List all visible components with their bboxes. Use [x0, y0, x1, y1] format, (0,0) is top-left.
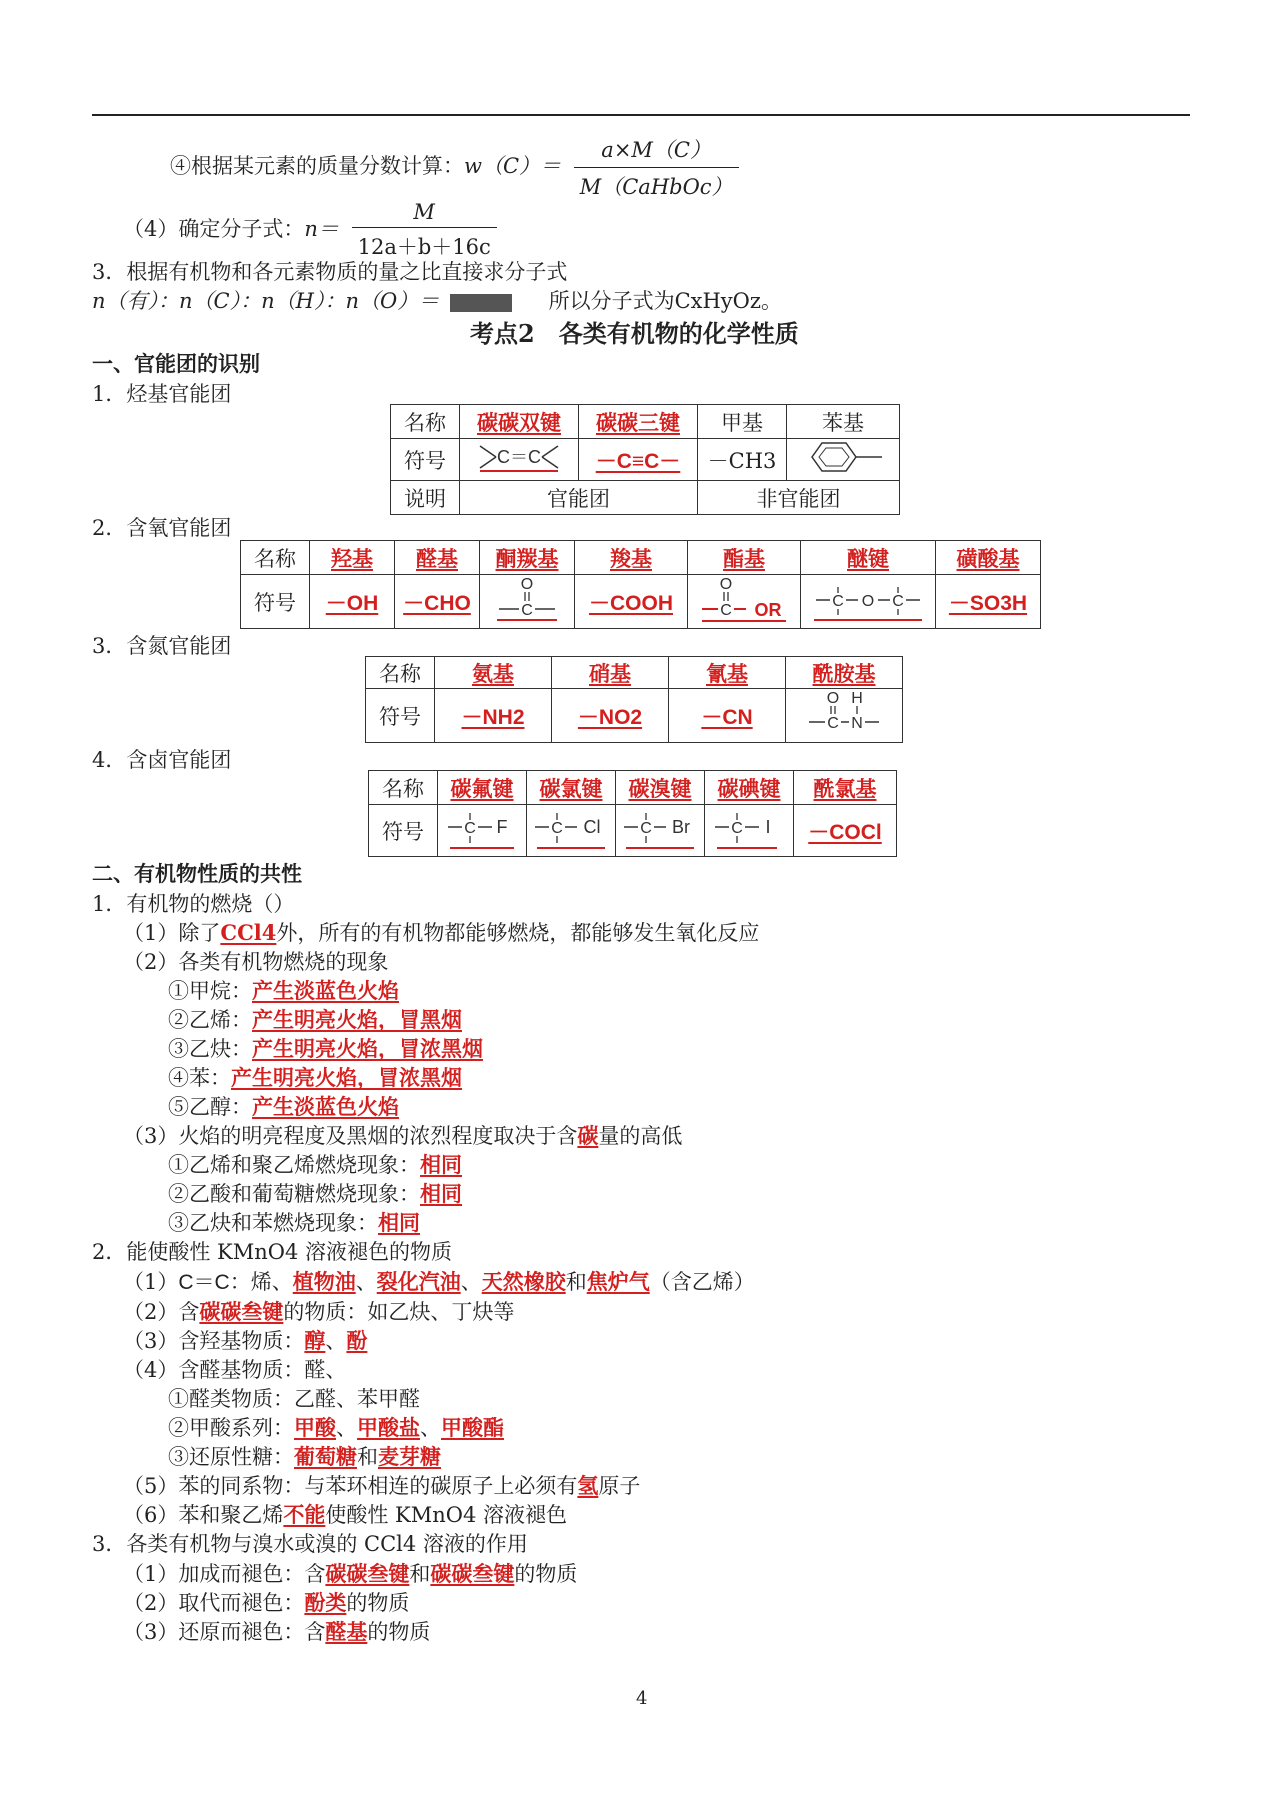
paragraph-bromine-1	[123, 1558, 577, 1588]
subheading-halogen: 4．含卤官能团	[92, 748, 232, 772]
table-cell: 碳碘键	[705, 771, 794, 805]
table-cell: 碳氟键	[438, 771, 527, 805]
table-cell: －C≡C－	[579, 439, 698, 481]
text-span: （1）除了	[123, 921, 221, 945]
c-cl-bond-symbol	[533, 805, 609, 851]
table-cell: 苯基	[787, 405, 900, 439]
answer-blank: 产生明亮火焰，冒浓黑烟	[231, 1065, 462, 1090]
formula-prefix: （4）确定分子式：	[123, 217, 305, 241]
list-item	[168, 975, 399, 1005]
svg-text:C: C	[731, 820, 743, 837]
list-item	[168, 1207, 420, 1237]
table-cell: 酰胺基	[786, 657, 903, 689]
paragraph-kmno4-2	[123, 1296, 514, 1326]
paragraph-kmno4-6	[123, 1499, 567, 1529]
subheading-oxygen: 2．含氧官能团	[92, 516, 232, 540]
text-span: 使酸性 KMnO4 溶液褪色	[325, 1503, 568, 1527]
text-span: 的物质	[346, 1591, 410, 1615]
answer-blank: 碳碳叁键	[325, 1561, 410, 1586]
table-cell: 酯基	[688, 541, 801, 575]
item-label: ④苯：	[168, 1066, 231, 1090]
formula-fraction	[352, 200, 497, 261]
table-cell: 酰氯基	[794, 771, 897, 805]
fraction-numerator: a×M（C）	[574, 134, 739, 168]
table-cell: －CN	[669, 689, 786, 743]
table-cell: 氰基	[669, 657, 786, 689]
item-label: ②乙烯：	[168, 1008, 252, 1032]
table-nitrogen-groups	[365, 656, 903, 743]
table-cell: －SO3H	[936, 575, 1041, 629]
answer-blank: 产生明亮火焰，冒浓黑烟	[252, 1036, 483, 1061]
list-item	[168, 1178, 462, 1208]
svg-text:OR: OR	[754, 600, 782, 620]
formula-fraction	[574, 134, 739, 201]
section-heading-2: 二、有机物性质的共性	[92, 861, 302, 886]
answer-blank: 碳	[577, 1123, 599, 1148]
table-row	[369, 771, 897, 805]
svg-text:C: C	[551, 820, 563, 837]
answer-blank: 相同	[420, 1152, 462, 1177]
answer-blank: 碳碳叁键	[199, 1299, 284, 1324]
cc-double-bond-symbol	[476, 440, 562, 474]
answer-blank: 麦芽糖	[378, 1444, 441, 1469]
answer-blank: 不能	[283, 1502, 326, 1527]
table-cell: －COCl	[794, 805, 897, 857]
text-span: 、	[336, 1416, 357, 1440]
paragraph-ratio-method: 3．根据有机物和各元素物质的量之比直接求分子式	[92, 260, 568, 284]
text-span: 、	[325, 1329, 347, 1353]
answer-blank: 相同	[420, 1181, 462, 1206]
subheading-hydrocarbon: 1．烃基官能团	[92, 382, 232, 406]
text-span: ③还原性糖：	[168, 1445, 294, 1469]
table-cell: 羧基	[575, 541, 688, 575]
paragraph-combustion-2: （2）各类有机物燃烧的现象	[123, 950, 389, 974]
text-span: （3）火焰的明亮程度及黑烟的浓烈程度取决于含	[123, 1124, 578, 1148]
table-cell: 符号	[369, 805, 438, 857]
table-cell	[786, 689, 903, 743]
answer-blank: 葡萄糖	[294, 1444, 357, 1469]
ratio-right: 所以分子式为CxHyOz。	[548, 289, 782, 313]
table-cell: 酮羰基	[480, 541, 575, 575]
table-cell: 碳碳三键	[579, 405, 698, 439]
table-cell: 碳氯键	[527, 771, 616, 805]
c-i-bond-symbol	[711, 805, 787, 851]
table-cell	[616, 805, 705, 857]
formula-line-mass-fraction	[170, 134, 739, 201]
table-cell	[705, 805, 794, 857]
text-span: ：烯、	[229, 1270, 293, 1294]
paragraph-combustion: 1．有机物的燃烧（）	[92, 892, 295, 916]
table-row	[391, 481, 900, 515]
table-cell: 符号	[241, 575, 310, 629]
table-cell: －NH2	[435, 689, 552, 743]
formula-line-molecular	[123, 200, 497, 261]
answer-blank: 植物油	[292, 1269, 356, 1294]
text-span: （6）苯和聚乙烯	[123, 1503, 284, 1527]
text-span: （1）加成而褪色：含	[123, 1562, 326, 1586]
paragraph-kmno4-3	[123, 1325, 367, 1355]
fraction-denominator: M（CaHbOc）	[579, 175, 733, 199]
table-row	[241, 541, 1041, 575]
answer-blank: 酚	[346, 1328, 368, 1353]
svg-text:C: C	[521, 602, 533, 619]
table-cell: 碳溴键	[616, 771, 705, 805]
text-span: 和	[409, 1562, 431, 1586]
table-cell: 醚键	[801, 541, 936, 575]
list-item	[168, 1149, 462, 1179]
svg-text:O: O	[719, 576, 733, 593]
paragraph-bromine: 3．各类有机物与溴水或溴的 CCl4 溶液的作用	[92, 1532, 528, 1556]
formula-lhs: n＝	[304, 217, 339, 241]
table-cell: 甲基	[698, 405, 787, 439]
double-bond-symbol: C＝C	[178, 1271, 230, 1294]
list-item	[168, 1441, 441, 1471]
text-span: （3）含羟基物质：	[123, 1329, 305, 1353]
text-span: 和	[357, 1445, 378, 1469]
table-row	[366, 657, 903, 689]
table-cell	[801, 575, 936, 629]
table-halogen-groups	[368, 770, 897, 857]
answer-blank: 醇	[304, 1328, 326, 1353]
table-row	[366, 689, 903, 743]
ratio-left: n（有）：n（C）：n（H）：n（O）＝	[92, 289, 440, 313]
table-cell: －OH	[310, 575, 395, 629]
c-br-bond-symbol	[622, 805, 698, 851]
page-number: 4	[636, 1688, 648, 1709]
text-span: （2）含	[123, 1300, 200, 1324]
section-heading-1: 一、官能团的识别	[92, 351, 260, 376]
table-cell: 羟基	[310, 541, 395, 575]
text-span: 的物质	[514, 1562, 578, 1586]
svg-text:C: C	[640, 820, 652, 837]
amide-symbol	[799, 689, 889, 737]
text-span: 原子	[598, 1474, 641, 1498]
table-cell	[460, 439, 579, 481]
svg-text:H: H	[851, 690, 863, 707]
text-span: 量的高低	[598, 1124, 683, 1148]
text-span: （2）取代而褪色：	[123, 1591, 305, 1615]
table-cell: 磺酸基	[936, 541, 1041, 575]
paragraph-kmno4-4: （4）含醛基物质：醛、	[123, 1358, 347, 1382]
paragraph-kmno4-1	[123, 1266, 755, 1296]
answer-blank: 产生明亮火焰，冒黑烟	[252, 1007, 462, 1032]
table-cell	[527, 805, 616, 857]
table-cell: 名称	[391, 405, 460, 439]
svg-text:O: O	[826, 690, 840, 707]
answer-blank: 碳碳叁键	[430, 1561, 515, 1586]
text-span: 、	[355, 1270, 377, 1294]
text-span: 、	[460, 1270, 482, 1294]
answer-blank: 甲酸盐	[357, 1415, 420, 1440]
answer-blank: 天然橡胶	[481, 1269, 566, 1294]
formula-lhs: w（C）＝	[464, 154, 562, 178]
list-item	[168, 1412, 504, 1442]
paragraph-bromine-3	[123, 1616, 430, 1646]
text-span: 的物质	[367, 1620, 431, 1644]
paragraph-kmno4: 2．能使酸性 KMnO4 溶液褪色的物质	[92, 1240, 453, 1264]
svg-text:C: C	[827, 715, 839, 732]
list-item: ①醛类物质：乙醛、苯甲醛	[168, 1387, 420, 1411]
text-span: （5）苯的同系物：与苯环相连的碳原子上必须有	[123, 1474, 578, 1498]
text-span: 的物质：如乙炔、丁炔等	[283, 1300, 515, 1324]
answer-blank: 产生淡蓝色火焰	[252, 1094, 399, 1119]
item-label: ①甲烷：	[168, 979, 252, 1003]
answer-blank: CCl4	[220, 920, 277, 945]
svg-text:C: C	[892, 593, 904, 610]
text-span: 外，所有的有机物都能够燃烧，都能够发生氧化反应	[276, 921, 760, 945]
list-item	[168, 1062, 462, 1092]
item-label: ③乙炔和苯燃烧现象：	[168, 1211, 378, 1235]
table-cell: 碳碳双键	[460, 405, 579, 439]
text-span: 、	[420, 1416, 441, 1440]
svg-text:O: O	[861, 593, 875, 610]
paragraph-combustion-3	[123, 1120, 682, 1150]
table-cell: 硝基	[552, 657, 669, 689]
benzene-ring-icon	[800, 439, 886, 475]
svg-text:Cl: Cl	[583, 817, 601, 837]
paragraph-kmno4-5	[123, 1470, 640, 1500]
table-hydrocarbon-groups	[390, 404, 900, 515]
answer-blank: 甲酸	[294, 1415, 336, 1440]
table-row	[391, 405, 900, 439]
text-span: （含乙烯）	[649, 1270, 755, 1294]
table-row	[391, 439, 900, 481]
table-cell: 说明	[391, 481, 460, 515]
ether-symbol	[810, 575, 926, 623]
text-span: （3）还原而褪色：含	[123, 1620, 326, 1644]
ester-symbol	[698, 575, 790, 623]
svg-text:N: N	[851, 715, 863, 732]
list-item	[168, 1004, 462, 1034]
table-row	[241, 575, 1041, 629]
svg-text:Br: Br	[672, 817, 690, 837]
svg-text:O: O	[520, 576, 534, 593]
svg-text:C: C	[464, 820, 476, 837]
item-label: ①乙烯和聚乙烯燃烧现象：	[168, 1153, 420, 1177]
item-label: ②乙酸和葡萄糖燃烧现象：	[168, 1182, 420, 1206]
subheading-nitrogen: 3．含氮官能团	[92, 634, 232, 658]
answer-blank: 焦炉气	[586, 1269, 650, 1294]
ketone-carbonyl-symbol	[491, 575, 563, 623]
answer-blank: 相同	[378, 1210, 420, 1235]
svg-text:C: C	[720, 602, 732, 619]
table-cell: －NO2	[552, 689, 669, 743]
table-row	[369, 805, 897, 857]
table-cell	[480, 575, 575, 629]
svg-text:F: F	[496, 817, 508, 837]
top-rule	[92, 114, 1190, 116]
table-cell: 名称	[369, 771, 438, 805]
text-span: （1）	[123, 1270, 179, 1294]
fraction-denominator: 12a＋b＋16c	[357, 235, 491, 259]
answer-blank: 甲酸酯	[441, 1415, 504, 1440]
svg-text:C: C	[832, 593, 844, 610]
paragraph-bromine-2	[123, 1587, 409, 1617]
table-cell: 名称	[366, 657, 435, 689]
answer-blank: 裂化汽油	[376, 1269, 461, 1294]
table-cell: －COOH	[575, 575, 688, 629]
c-f-bond-symbol	[444, 805, 520, 851]
text-span: ②甲酸系列：	[168, 1416, 294, 1440]
list-item	[168, 1091, 399, 1121]
table-cell: 名称	[241, 541, 310, 575]
fraction-numerator: M	[352, 200, 497, 228]
answer-blank: 氢	[577, 1473, 599, 1498]
svg-text:I: I	[765, 817, 771, 837]
formula-prefix: ④根据某元素的质量分数计算：	[170, 154, 464, 178]
table-cell: －CHO	[395, 575, 480, 629]
page-title: 考点2 各类有机物的化学性质	[470, 319, 799, 348]
formula-ratio-line	[92, 285, 782, 315]
symbol-text: C＝C	[497, 447, 541, 467]
answer-blank: 醛基	[325, 1619, 368, 1644]
item-label: ⑤乙醇：	[168, 1095, 252, 1119]
answer-blank: 产生淡蓝色火焰	[252, 978, 399, 1003]
table-cell	[438, 805, 527, 857]
table-cell: 官能团	[460, 481, 698, 515]
text-span: 和	[565, 1270, 587, 1294]
table-cell: 符号	[391, 439, 460, 481]
redacted-block	[450, 294, 512, 312]
table-cell: 醛基	[395, 541, 480, 575]
table-cell: －CH3	[698, 439, 787, 481]
table-cell	[787, 439, 900, 481]
item-label: ③乙炔：	[168, 1037, 252, 1061]
table-cell: 符号	[366, 689, 435, 743]
paragraph-combustion-1	[123, 917, 759, 947]
table-cell: 氨基	[435, 657, 552, 689]
answer-blank: 酚类	[304, 1590, 347, 1615]
table-oxygen-groups	[240, 540, 1041, 629]
list-item	[168, 1033, 483, 1063]
table-cell	[688, 575, 801, 629]
table-cell: 非官能团	[698, 481, 900, 515]
